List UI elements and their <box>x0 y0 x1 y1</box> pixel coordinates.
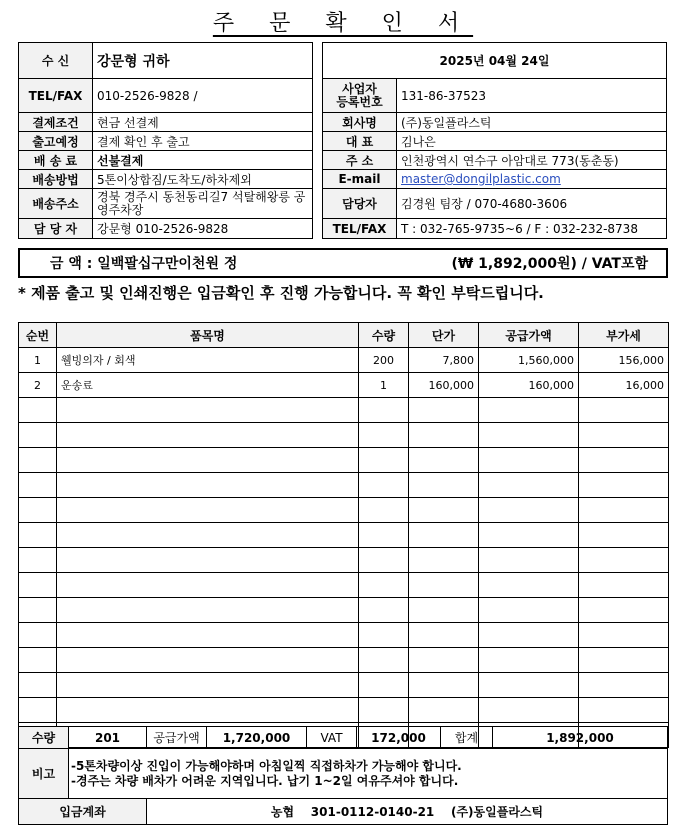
ceo-value: 김나은 <box>397 132 667 151</box>
empty-cell <box>57 648 359 673</box>
empty-cell <box>57 673 359 698</box>
fee-label: 배 송 료 <box>19 151 93 170</box>
email-link[interactable]: master@dongilplastic.com <box>401 172 561 186</box>
ship-plan-value: 결제 확인 후 출고 <box>93 132 313 151</box>
email-label: E-mail <box>323 170 397 189</box>
ship-plan-label: 출고예정 <box>19 132 93 151</box>
empty-cell <box>359 398 409 423</box>
document-title: 주 문 확 인 서 <box>212 11 474 36</box>
empty-cell <box>409 473 479 498</box>
tel-value: 010-2526-9828 / <box>93 79 313 113</box>
empty-cell <box>479 423 579 448</box>
items-header-cell: 품목명 <box>57 323 359 348</box>
empty-cell <box>359 423 409 448</box>
empty-row <box>19 598 669 623</box>
empty-cell <box>479 523 579 548</box>
summary-vat: 172,000 <box>357 727 441 749</box>
empty-cell <box>409 648 479 673</box>
empty-cell <box>409 573 479 598</box>
empty-cell <box>19 423 57 448</box>
items-header-cell: 단가 <box>409 323 479 348</box>
empty-cell <box>19 498 57 523</box>
items-header-cell: 공급가액 <box>479 323 579 348</box>
bizno-label: 사업자 등록번호 <box>323 79 397 113</box>
empty-cell <box>57 498 359 523</box>
summary-vat-label: VAT <box>307 727 357 749</box>
empty-cell <box>479 548 579 573</box>
summary-total: 1,892,000 <box>493 727 668 749</box>
empty-cell <box>359 573 409 598</box>
empty-cell <box>359 473 409 498</box>
empty-row <box>19 548 669 573</box>
empty-cell <box>359 523 409 548</box>
empty-row <box>19 673 669 698</box>
empty-cell <box>579 598 669 623</box>
empty-cell <box>57 698 359 723</box>
empty-cell <box>19 398 57 423</box>
recipient-value: 강문형 귀하 <box>93 43 313 79</box>
empty-cell <box>359 698 409 723</box>
empty-cell <box>479 473 579 498</box>
empty-row <box>19 523 669 548</box>
note-line-1: -5톤차량이상 진입이 가능해야하며 아침일찍 직접하차가 가능해야 합니다. <box>71 758 462 773</box>
amount-box <box>18 248 668 278</box>
empty-cell <box>479 398 579 423</box>
empty-cell <box>409 523 479 548</box>
empty-cell <box>57 448 359 473</box>
empty-cell <box>579 673 669 698</box>
empty-cell <box>19 698 57 723</box>
empty-cell <box>409 498 479 523</box>
empty-cell <box>579 473 669 498</box>
empty-cell <box>57 623 359 648</box>
empty-row <box>19 398 669 423</box>
empty-cell <box>579 548 669 573</box>
contact-label: 담 당 자 <box>19 219 93 239</box>
empty-row <box>19 698 669 723</box>
table-cell: 웰빙의자 / 회색 <box>57 348 359 373</box>
summary-supply-label: 공급가액 <box>147 727 207 749</box>
table-cell: 1,560,000 <box>479 348 579 373</box>
empty-cell <box>359 648 409 673</box>
empty-cell <box>579 523 669 548</box>
empty-cell <box>479 573 579 598</box>
empty-row <box>19 623 669 648</box>
table-cell: 2 <box>19 373 57 398</box>
empty-cell <box>359 673 409 698</box>
empty-cell <box>479 648 579 673</box>
bizno-value: 131-86-37523 <box>397 79 667 113</box>
company-label: 회사명 <box>323 113 397 132</box>
supplier-tel-label: TEL/FAX <box>323 219 397 239</box>
empty-cell <box>479 673 579 698</box>
manager-value: 김경원 팀장 / 070-4680-3606 <box>397 189 667 219</box>
amount-text: 금 액 : 일백팔십구만이천원 정 <box>50 256 238 272</box>
empty-cell <box>19 648 57 673</box>
table-row <box>19 348 669 373</box>
empty-row <box>19 473 669 498</box>
fee-value: 선불결제 <box>93 151 313 170</box>
empty-cell <box>19 573 57 598</box>
items-table <box>18 322 669 748</box>
empty-cell <box>479 448 579 473</box>
address-label: 배송주소 <box>19 189 93 219</box>
summary-qty-label: 수량 <box>19 727 69 749</box>
table-cell: 운송료 <box>57 373 359 398</box>
table-cell: 16,000 <box>579 373 669 398</box>
items-header-row <box>19 323 669 348</box>
empty-cell <box>19 523 57 548</box>
empty-cell <box>359 448 409 473</box>
items-header-cell: 부가세 <box>579 323 669 348</box>
company-value: (주)동일플라스틱 <box>397 113 667 132</box>
empty-cell <box>359 623 409 648</box>
empty-row <box>19 448 669 473</box>
empty-cell <box>579 698 669 723</box>
amount-value: (₩ 1,892,000원) / VAT포함 <box>451 256 648 272</box>
table-cell: 160,000 <box>479 373 579 398</box>
empty-row <box>19 498 669 523</box>
empty-cell <box>57 573 359 598</box>
order-date: 2025년 04월 24일 <box>323 43 667 79</box>
empty-row <box>19 423 669 448</box>
empty-row <box>19 648 669 673</box>
empty-cell <box>579 498 669 523</box>
empty-cell <box>19 473 57 498</box>
supplier-tel-value: T : 032-765-9735~6 / F : 032-232-8738 <box>397 219 667 239</box>
supplier-info-table <box>322 42 667 239</box>
table-cell: 1 <box>359 373 409 398</box>
supplier-address-label: 주 소 <box>323 151 397 170</box>
empty-cell <box>409 598 479 623</box>
notice-text: * 제품 출고 및 인쇄진행은 입금확인 후 진행 가능합니다. 꼭 확인 부탁드립니다. <box>18 284 544 302</box>
bank-account: 농협 301-0112-0140-21 (주)동일플라스틱 <box>147 799 668 825</box>
empty-cell <box>409 623 479 648</box>
empty-cell <box>579 648 669 673</box>
empty-cell <box>479 598 579 623</box>
empty-cell <box>19 673 57 698</box>
empty-cell <box>409 698 479 723</box>
table-cell: 160,000 <box>409 373 479 398</box>
empty-cell <box>359 548 409 573</box>
summary-total-label: 합계 <box>441 727 493 749</box>
empty-cell <box>479 698 579 723</box>
table-cell: 156,000 <box>579 348 669 373</box>
recipient-info-table <box>18 42 313 239</box>
empty-cell <box>57 548 359 573</box>
empty-cell <box>57 473 359 498</box>
items-header-cell: 수량 <box>359 323 409 348</box>
tel-label: TEL/FAX <box>19 79 93 113</box>
empty-cell <box>479 498 579 523</box>
method-label: 배송방법 <box>19 170 93 189</box>
table-cell: 1 <box>19 348 57 373</box>
empty-cell <box>359 598 409 623</box>
empty-cell <box>409 673 479 698</box>
empty-cell <box>19 623 57 648</box>
empty-cell <box>409 423 479 448</box>
summary-supply: 1,720,000 <box>207 727 307 749</box>
payment-label: 결제조건 <box>19 113 93 132</box>
recipient-label: 수 신 <box>19 43 93 79</box>
empty-cell <box>57 523 359 548</box>
payment-value: 현금 선결제 <box>93 113 313 132</box>
address-value: 경북 경주시 동천동리길7 석탈해왕릉 공영주차장 <box>93 189 313 219</box>
table-row <box>19 373 669 398</box>
summary-qty: 201 <box>69 727 147 749</box>
empty-cell <box>359 498 409 523</box>
manager-label: 담당자 <box>323 189 397 219</box>
method-value: 5톤이상합짐/도착도/하차제외 <box>93 170 313 189</box>
contact-value: 강문형 010-2526-9828 <box>93 219 313 239</box>
ceo-label: 대 표 <box>323 132 397 151</box>
items-header-cell: 순번 <box>19 323 57 348</box>
empty-cell <box>579 623 669 648</box>
empty-cell <box>409 548 479 573</box>
empty-row <box>19 573 669 598</box>
empty-cell <box>479 623 579 648</box>
supplier-address-value: 인천광역시 연수구 아암대로 773(동춘동) <box>397 151 667 170</box>
empty-cell <box>579 398 669 423</box>
summary-table <box>18 726 668 825</box>
empty-cell <box>19 548 57 573</box>
table-cell: 200 <box>359 348 409 373</box>
note-line-2: -경주는 차량 배차가 어려운 지역입니다. 납기 1~2일 여유주셔야 합니다. <box>71 773 459 788</box>
note-label: 비고 <box>19 749 69 799</box>
empty-cell <box>579 448 669 473</box>
empty-cell <box>579 423 669 448</box>
empty-cell <box>409 398 479 423</box>
empty-cell <box>579 573 669 598</box>
table-cell: 7,800 <box>409 348 479 373</box>
empty-cell <box>57 423 359 448</box>
empty-cell <box>19 448 57 473</box>
empty-cell <box>57 398 359 423</box>
empty-cell <box>19 598 57 623</box>
empty-cell <box>57 598 359 623</box>
bank-label: 입금계좌 <box>19 799 147 825</box>
empty-cell <box>409 448 479 473</box>
